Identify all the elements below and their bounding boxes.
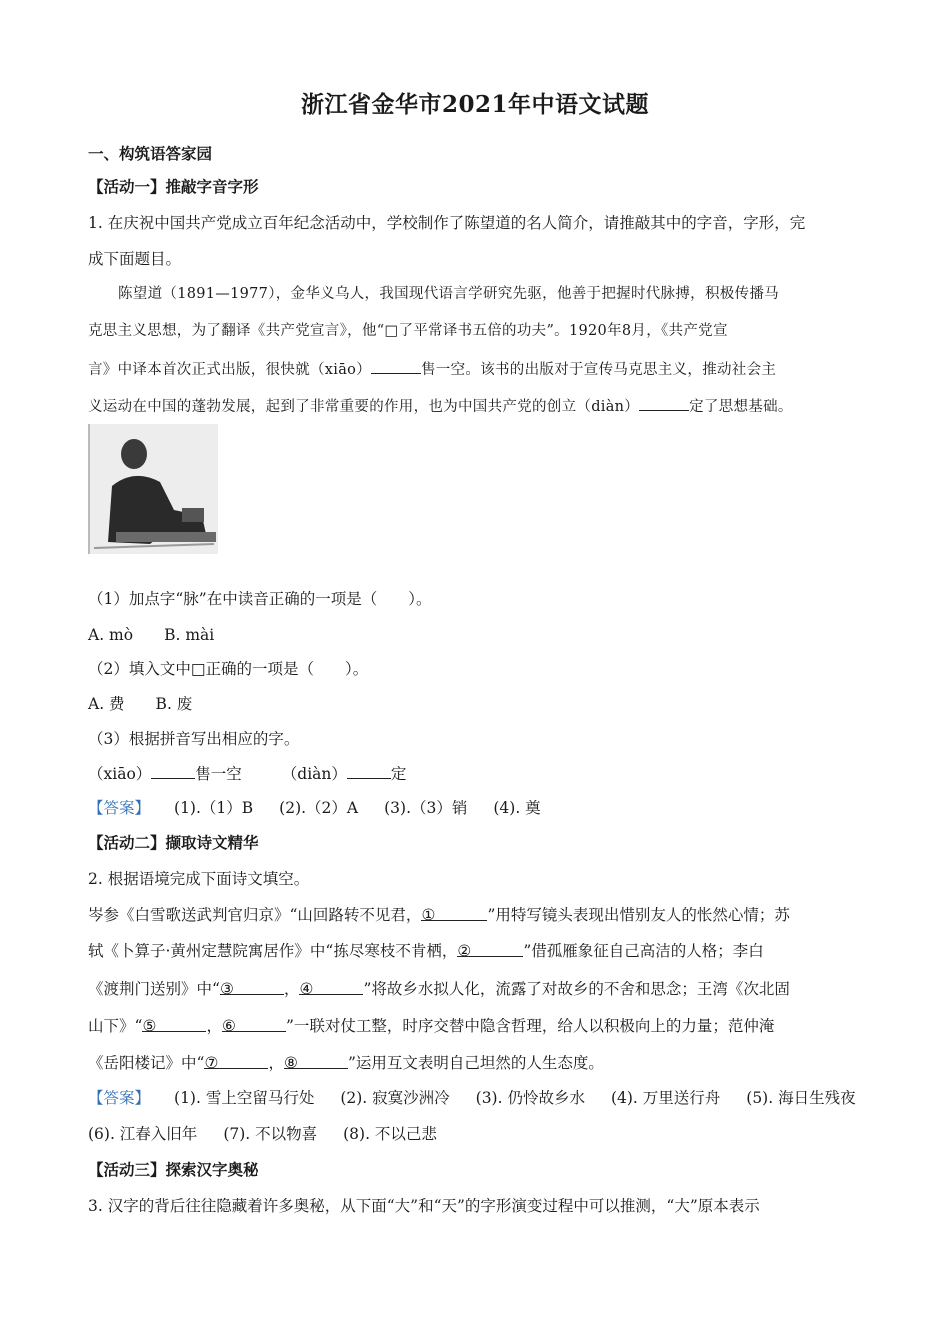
answer-item: (3).（3）销 <box>384 799 468 817</box>
answer-item: (4). 奠 <box>493 799 541 817</box>
passage-line2: 克思主义思想，为了翻译《共产党宣言》，他“□了平常译书五倍的功夫”。1920年8月，《共产党宣 <box>88 323 728 339</box>
poem-blank-7[interactable] <box>204 1052 268 1072</box>
blank-marker: ② <box>457 942 472 960</box>
sub-question1-options: A. mò B. mài <box>88 626 215 644</box>
question2: 2. 根据语境完成下面诗文填空。 <box>88 870 310 888</box>
poem-blank-4[interactable] <box>299 978 363 998</box>
sub-question3: （3）根据拼音写出相应的字。 <box>88 730 300 748</box>
passage-line3-a: 言》中译本首次正式出版，很快就（xiāo） <box>88 362 371 378</box>
poem-line3 <box>88 978 868 1000</box>
blank-marker: ⑦ <box>204 1054 219 1072</box>
poem-text: 岑参《白雪歌送武判官归京》“山回路转不见君， <box>88 906 422 924</box>
answer-label: 【答案】 <box>88 799 151 817</box>
answer-blank[interactable] <box>347 762 391 779</box>
poem-blank-1[interactable] <box>421 904 487 924</box>
answer-item: (4). 万里送行舟 <box>610 1089 721 1107</box>
poem-text: ”借孤雁象征自己高洁的人格；李白 <box>523 942 764 960</box>
poem-text: 轼《卜算子·黄州定慧院寓居作》中“拣尽寒枝不肯栖， <box>88 942 458 960</box>
blank-suffix: 定 <box>390 765 407 783</box>
poem-separator: ， <box>206 1017 222 1035</box>
answer-row-activity2 <box>88 1087 868 1109</box>
answer-item: (2). 寂寞沙洲冷 <box>340 1089 450 1107</box>
poem-text: 《岳阳楼记》中“ <box>88 1054 205 1072</box>
poem-line4 <box>88 1015 868 1037</box>
poem-text: 山下》“ <box>88 1017 143 1035</box>
answer-label: 【答案】 <box>88 1089 151 1107</box>
poem-blank-5[interactable] <box>142 1015 206 1035</box>
answer-row-activity2-cont <box>88 1123 868 1145</box>
blank-marker: ④ <box>299 980 314 998</box>
answer-row-activity1 <box>88 797 868 819</box>
poem-text: 《渡荆门送别》中“ <box>88 980 220 998</box>
passage-line3 <box>88 357 868 381</box>
poem-text: ”一联对仗工整，时序交替中隐含哲理，给人以积极向上的力量；范仲淹 <box>285 1017 775 1035</box>
poem-text: ”用特写镜头表现出惜别友人的怅然心情；苏 <box>487 906 790 924</box>
poem-blank-2[interactable] <box>457 940 523 960</box>
poem-line2 <box>88 940 868 962</box>
passage-line4-a: 义运动在中国的蓬勃发展，起到了非常重要的作用，也为中国共产党的创立（diàn） <box>88 399 640 415</box>
activity1-heading: 【活动一】推敲字音字形 <box>88 178 259 196</box>
question1-line1: 1. 在庆祝中国共产党成立百年纪念活动中，学校制作了陈望道的名人简介，请推敲其中的字音，字形，完 <box>88 214 806 232</box>
answer-blank[interactable] <box>371 357 421 374</box>
passage-line4-b: 定了思想基础。 <box>689 399 793 415</box>
poem-blank-6[interactable] <box>221 1015 286 1035</box>
poem-text: ”将故乡水拟人化，流露了对故乡的不舍和思念；王湾《次北固 <box>363 980 790 998</box>
passage-line1: 陈望道（1891—1977），金华义乌人，我国现代语言学研究先驱，他善于把握时代脉搏，积极传播马 <box>118 286 779 302</box>
answer-blank[interactable] <box>639 394 689 411</box>
portrait-photo <box>88 424 218 554</box>
question1-line2: 成下面题目。 <box>88 250 182 268</box>
answer-item: (1). 雪上空留马行处 <box>174 1089 315 1107</box>
blank-marker: ⑧ <box>283 1054 298 1072</box>
answer-item: (1).（1）B <box>174 799 254 817</box>
poem-blank-3[interactable] <box>219 978 284 998</box>
activity2-heading: 【活动二】撷取诗文精华 <box>88 834 259 852</box>
poem-line5 <box>88 1052 868 1074</box>
answer-item: (2).（2）A <box>279 799 359 817</box>
sub-question2-options: A. 费 B. 废 <box>88 695 193 713</box>
poem-blank-8[interactable] <box>283 1052 348 1072</box>
blank-marker: ⑤ <box>142 1017 157 1035</box>
answer-item: (5). 海日生残夜 <box>746 1089 856 1107</box>
pinyin-dian: （diàn） <box>281 765 347 783</box>
sub-question2: （2）填入文中□正确的一项是（ ）。 <box>88 660 369 678</box>
sub-question3-blanks <box>88 762 868 785</box>
answer-item: (6). 江春入旧年 <box>88 1125 198 1143</box>
blank-suffix: 售一空 <box>195 765 242 783</box>
pinyin-xiao: （xiāo） <box>88 765 152 783</box>
activity3-heading: 【活动三】探索汉字奥秘 <box>88 1161 259 1179</box>
blank-marker: ① <box>421 906 436 924</box>
poem-line1 <box>88 904 868 926</box>
blank-marker: ⑥ <box>221 1017 236 1035</box>
answer-blank[interactable] <box>151 762 195 779</box>
sub-question1: （1）加点字“脉”在中读音正确的一项是（ ）。 <box>88 590 432 608</box>
passage-line3-b: 售一空。该书的出版对于宣传马克思主义，推动社会主 <box>421 362 777 378</box>
answer-item: (8). 不以己悲 <box>343 1125 437 1143</box>
poem-text: ”运用互文表明自己坦然的人生态度。 <box>347 1054 604 1072</box>
answer-item: (7). 不以物喜 <box>223 1125 318 1143</box>
poem-separator: ， <box>283 980 300 998</box>
answer-item: (3). 仍怜故乡水 <box>475 1089 585 1107</box>
poem-separator: ， <box>268 1054 284 1072</box>
page-title: 浙江省金华市2021年中语文试题 <box>300 91 649 118</box>
passage-line4 <box>88 394 868 418</box>
question3: 3. 汉字的背后往往隐藏着许多奥秘，从下面“大”和“天”的字形演变过程中可以推测，“大”原本表示 <box>88 1197 760 1215</box>
blank-marker: ③ <box>219 980 234 998</box>
section-heading: 一、构筑语答家园 <box>88 145 213 163</box>
portrait-photo-image <box>90 424 218 554</box>
